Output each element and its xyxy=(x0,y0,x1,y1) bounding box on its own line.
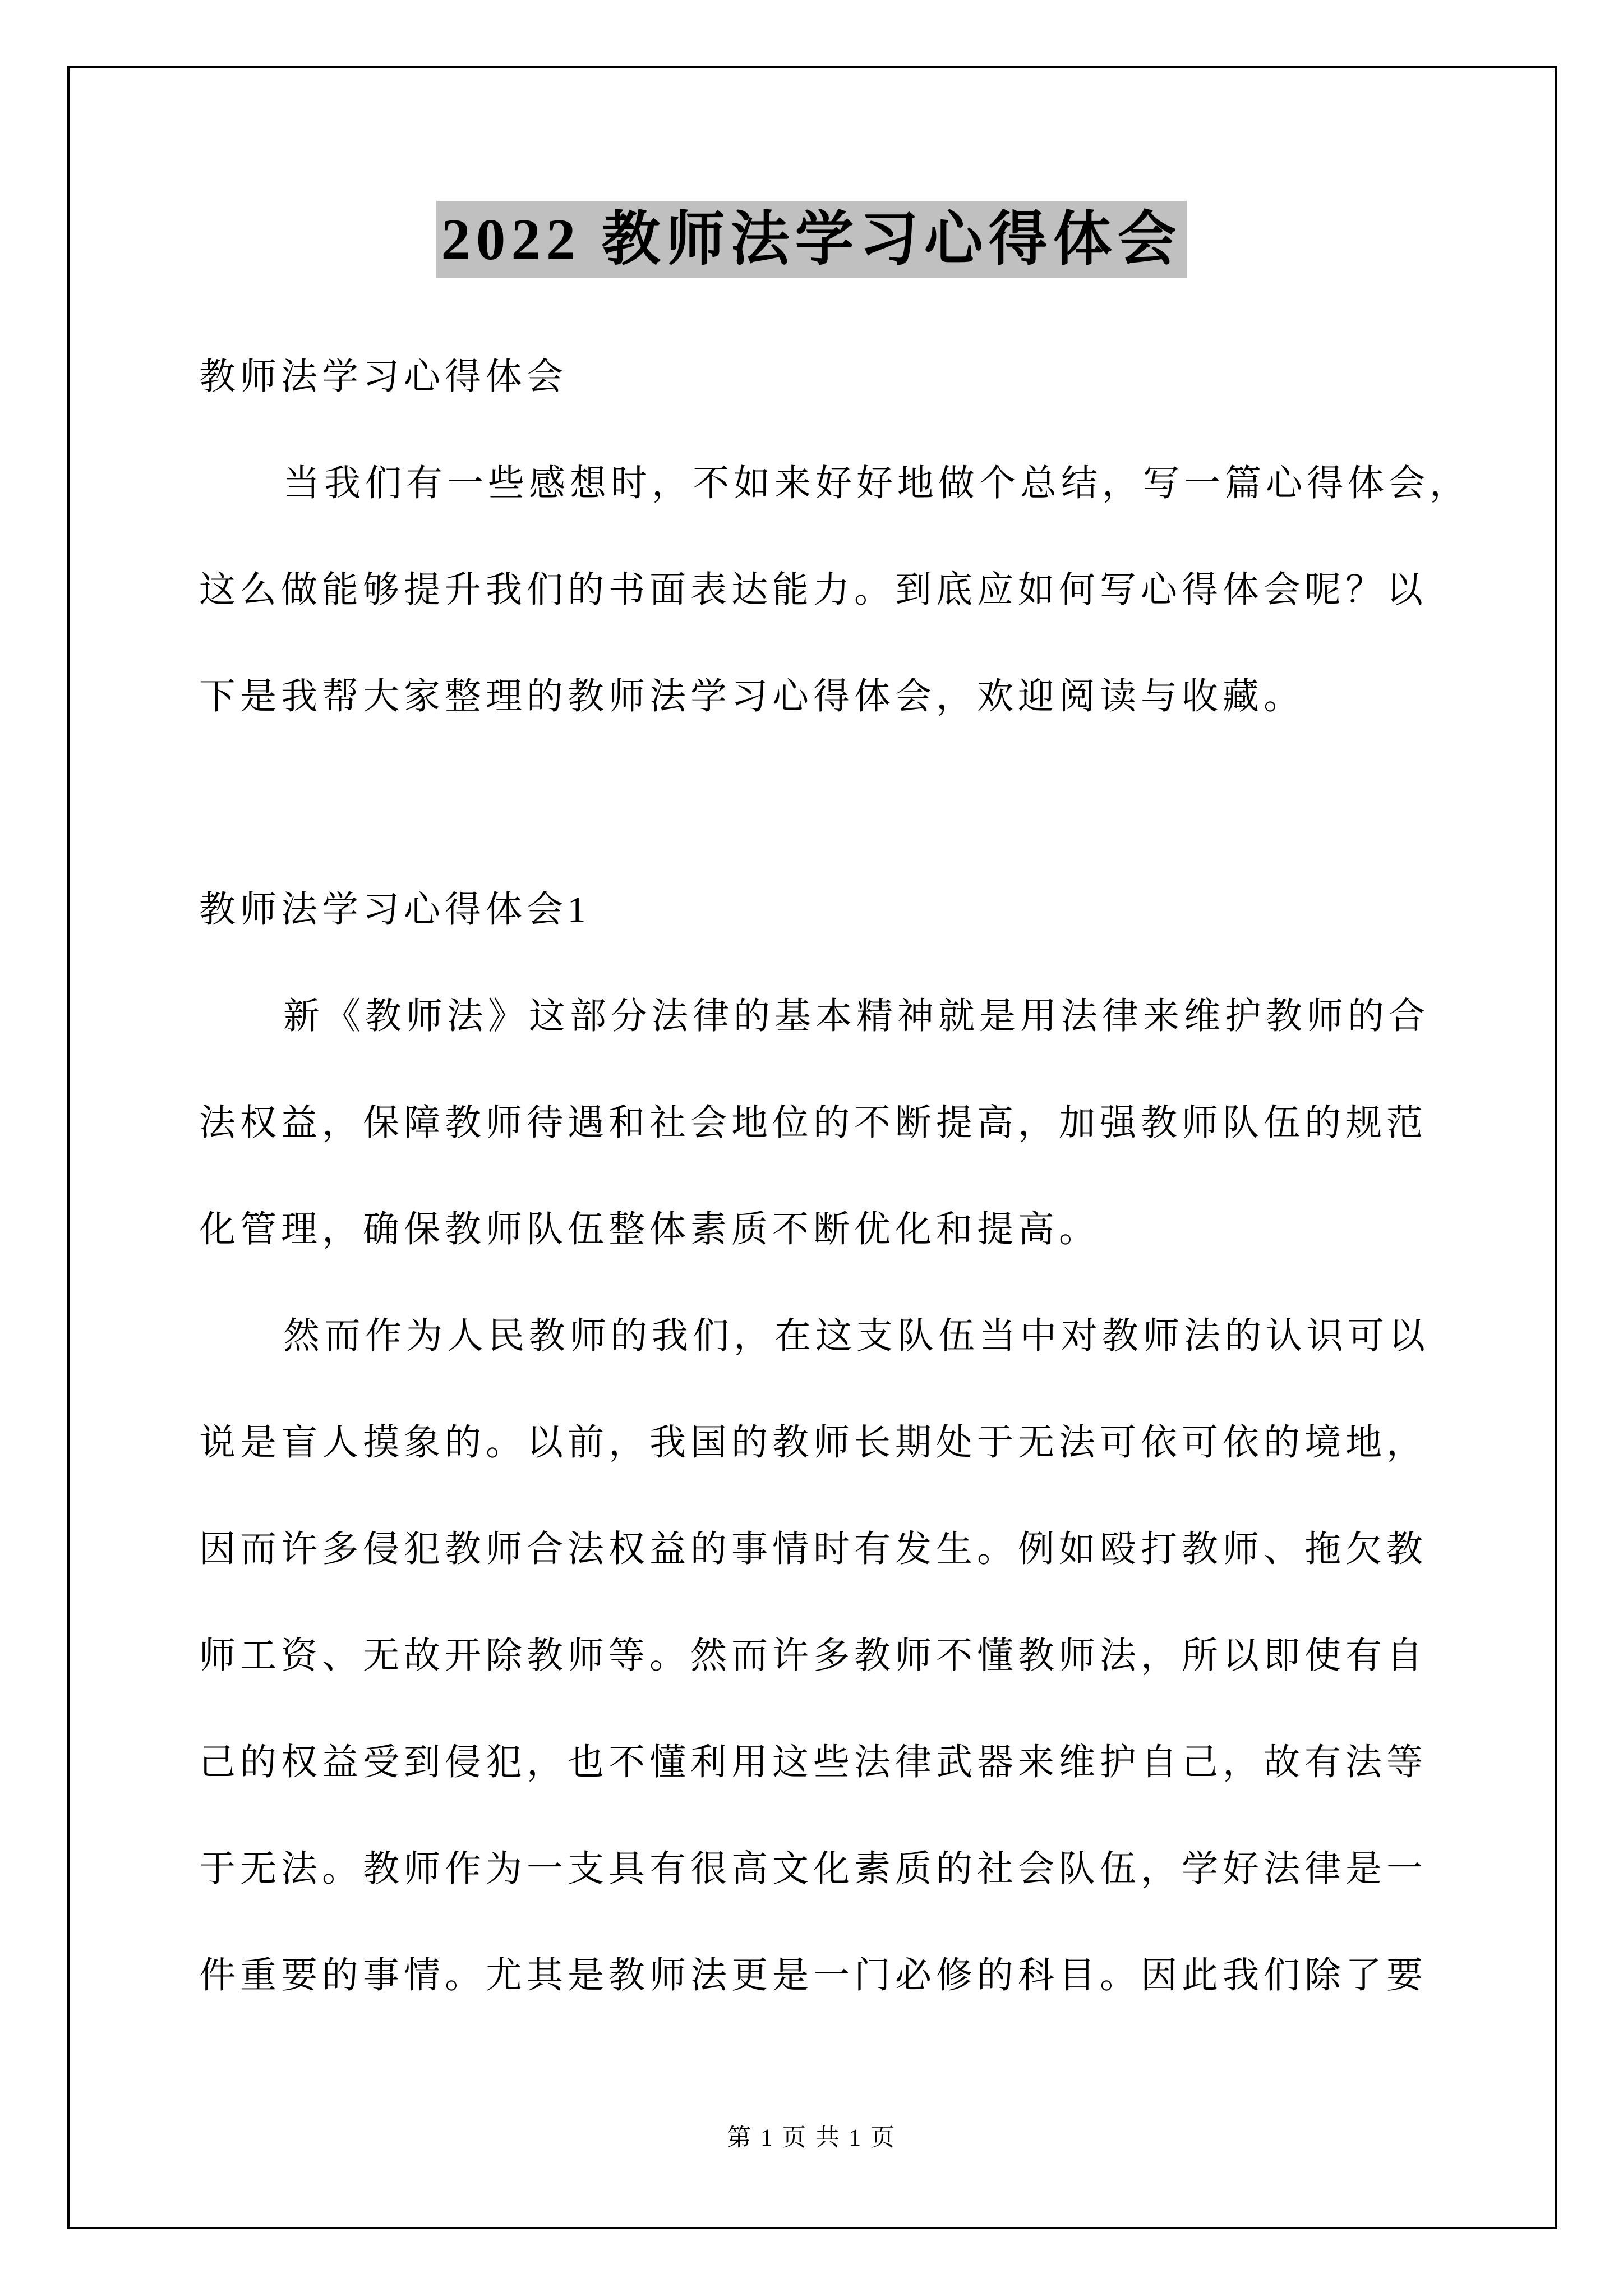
body-line: 于无法。教师作为一支具有很高文化素质的社会队伍，学好法律是一 xyxy=(199,1849,1428,1889)
body-line: 法权益，保障教师待遇和社会地位的不断提高，加强教师队伍的规范 xyxy=(199,1103,1428,1143)
body-line: 己的权益受到侵犯，也不懂利用这些法律武器来维护自己，故有法等 xyxy=(199,1742,1428,1783)
body-line: 说是盲人摸象的。以前，我国的教师长期处于无法可依可依的境地， xyxy=(199,1423,1428,1463)
section-heading: 教师法学习心得体会1 xyxy=(199,890,591,930)
body-line: 化管理，确保教师队伍整体素质不断优化和提高。 xyxy=(199,1209,1100,1250)
body-line: 师工资、无故开除教师等。然而许多教师不懂教师法，所以即使有自 xyxy=(199,1636,1428,1676)
title-row xyxy=(0,201,1623,278)
body-line: 这么做能够提升我们的书面表达能力。到底应如何写心得体会呢？以 xyxy=(199,570,1428,610)
document-title: 2022 教师法学习心得体会 xyxy=(436,201,1186,278)
body-line: 新《教师法》这部分法律的基本精神就是用法律来维护教师的合 xyxy=(283,996,1430,1037)
document-body xyxy=(199,324,1483,2029)
blank-line xyxy=(199,750,1483,857)
body-line: 当我们有一些感想时，不如来好好地做个总结，写一篇心得体会， xyxy=(283,463,1471,504)
body-line: 下是我帮大家整理的教师法学习心得体会，欢迎阅读与收藏。 xyxy=(199,677,1305,717)
body-line: 因而许多侵犯教师合法权益的事情时有发生。例如殴打教师、拖欠教 xyxy=(199,1529,1428,1570)
page-number-footer: 第 1 页 共 1 页 xyxy=(727,2125,896,2151)
body-line: 件重要的事情。尤其是教师法更是一门必修的科目。因此我们除了要 xyxy=(199,1955,1428,1996)
body-line: 然而作为人民教师的我们，在这支队伍当中对教师法的认识可以 xyxy=(283,1316,1430,1356)
doc-subtitle: 教师法学习心得体会 xyxy=(199,357,568,397)
